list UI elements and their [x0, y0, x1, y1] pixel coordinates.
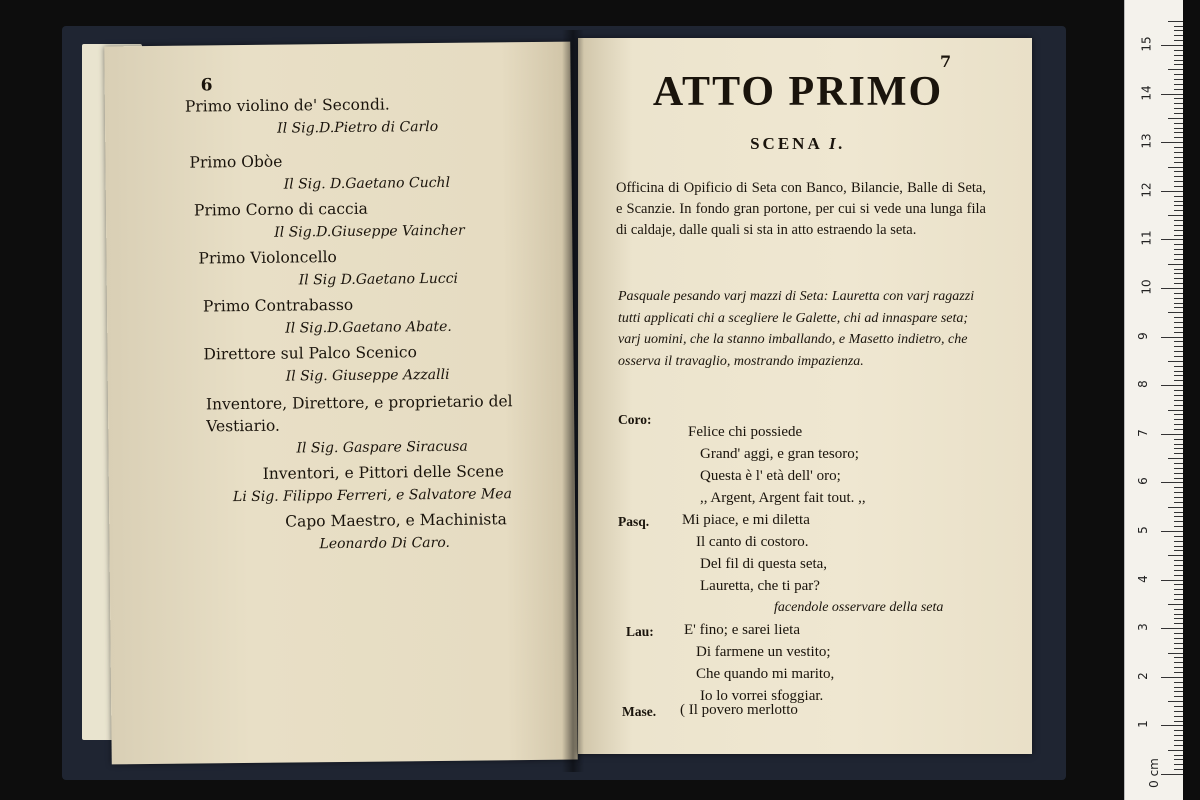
ruler-tick	[1168, 21, 1183, 22]
stage-aside: facendole osservare della seta	[774, 600, 944, 615]
ruler-tick	[1161, 434, 1183, 435]
ruler-tick	[1174, 560, 1183, 561]
ruler-tick	[1174, 186, 1183, 187]
ruler-tick	[1161, 288, 1183, 289]
ruler-tick	[1174, 50, 1183, 51]
ruler-tick	[1174, 570, 1183, 571]
ruler-tick	[1174, 735, 1183, 736]
ruler-tick	[1161, 482, 1183, 483]
ruler-tick	[1174, 405, 1183, 406]
ruler-tick	[1174, 682, 1183, 683]
ruler-tick	[1174, 687, 1183, 688]
ruler-tick	[1174, 303, 1183, 304]
ruler-tick	[1161, 677, 1183, 678]
speaker-label: Lau:	[626, 624, 654, 639]
verse-line: Di farmene un vestito;	[696, 644, 831, 660]
ruler-label: 8	[1135, 380, 1150, 389]
speaker-label: Mase.	[622, 704, 657, 719]
ruler-tick	[1174, 84, 1183, 85]
ruler-tick	[1161, 239, 1183, 240]
ruler-tick	[1174, 575, 1183, 576]
ruler-tick	[1174, 171, 1183, 172]
speaker-label: Pasq.	[618, 514, 650, 529]
ruler-tick	[1161, 725, 1183, 726]
ruler-tick	[1174, 633, 1183, 634]
ruler-tick	[1174, 298, 1183, 299]
verse-line: E' fino; e sarei lieta	[684, 622, 800, 638]
ruler-tick	[1174, 706, 1183, 707]
verse-line: Questa è l' età dell' oro;	[700, 468, 841, 484]
ruler-tick	[1174, 157, 1183, 158]
ruler-tick	[1161, 385, 1183, 386]
ruler-tick	[1174, 638, 1183, 639]
ruler-tick	[1168, 361, 1183, 362]
ruler-tick	[1161, 774, 1183, 775]
ruler-tick	[1174, 696, 1183, 697]
ruler-tick	[1174, 26, 1183, 27]
ruler-tick	[1174, 759, 1183, 760]
scene-title	[618, 134, 978, 154]
ruler-tick	[1168, 167, 1183, 168]
page-number-left: 6	[200, 75, 213, 96]
ruler-tick	[1174, 137, 1183, 138]
ruler-tick	[1174, 473, 1183, 474]
cast-name: Il Sig.D.Giuseppe Vaincher	[274, 222, 465, 241]
ruler-tick	[1161, 142, 1183, 143]
ruler-tick	[1174, 444, 1183, 445]
ruler-tick	[1174, 225, 1183, 226]
ruler-tick	[1174, 30, 1183, 31]
ruler-tick	[1174, 448, 1183, 449]
ruler-tick	[1174, 711, 1183, 712]
ruler-tick	[1174, 181, 1183, 182]
ruler-tick	[1174, 244, 1183, 245]
ruler-tick	[1174, 550, 1183, 551]
ruler-tick	[1174, 235, 1183, 236]
ruler-tick	[1174, 395, 1183, 396]
verse-line: ,, Argent, Argent fait tout. ,,	[700, 490, 866, 506]
ruler-tick	[1174, 716, 1183, 717]
ruler-tick	[1174, 657, 1183, 658]
ruler-tick	[1174, 463, 1183, 464]
ruler-tick	[1174, 103, 1183, 104]
ruler-tick	[1168, 410, 1183, 411]
ruler-tick	[1161, 94, 1183, 95]
ruler-tick	[1168, 555, 1183, 556]
ruler-tick	[1174, 730, 1183, 731]
ruler-tick	[1174, 526, 1183, 527]
stage-direction: Pasquale pesando varj mazzi di Seta: Lauretta con varj ragazzi tutti applicati chi a scegliere le Galette, chi ad innaspare seta; varj uomini, che la stanno imballando, e Masetto indietro, che osserva il travaglio, mostrando impazienza.	[618, 289, 975, 369]
ruler-tick	[1168, 653, 1183, 654]
ruler-tick	[1174, 429, 1183, 430]
ruler-tick	[1174, 541, 1183, 542]
ruler-tick	[1174, 322, 1183, 323]
ruler-tick	[1168, 312, 1183, 313]
ruler-tick	[1174, 478, 1183, 479]
ruler-label: 1	[1135, 720, 1150, 729]
cast-role: Capo Maestro, e Machinista	[285, 510, 507, 531]
ruler-tick	[1174, 414, 1183, 415]
ruler-tick	[1174, 74, 1183, 75]
ruler-label: 15	[1139, 36, 1154, 52]
ruler-label: 6	[1135, 477, 1150, 486]
page-number-right: 7	[940, 52, 952, 71]
ruler-tick	[1174, 375, 1183, 376]
ruler-tick	[1174, 594, 1183, 595]
ruler-label: 7	[1135, 428, 1150, 437]
ruler-tick	[1168, 264, 1183, 265]
ruler-tick	[1161, 580, 1183, 581]
ruler-tick	[1174, 293, 1183, 294]
ruler-tick	[1174, 740, 1183, 741]
ruler-tick	[1174, 745, 1183, 746]
ruler-tick	[1168, 604, 1183, 605]
ruler-tick	[1174, 662, 1183, 663]
ruler-tick	[1174, 210, 1183, 211]
ruler-tick	[1174, 259, 1183, 260]
ruler-label: 4	[1135, 574, 1150, 583]
ruler-label: 2	[1135, 671, 1150, 680]
scene-setting: Officina di Opificio di Seta con Banco, Bilancie, Balle di Seta, e Scanzie. In fondo gran portone, per cui si vede una lunga fila di caldaje, dalle quali si sta in atto estraendo la seta.	[616, 180, 986, 238]
cast-role: Inventori, e Pittori delle Scene	[262, 462, 504, 483]
cast-role: Inventore, Direttore, e proprietario del Vestiario.	[205, 392, 513, 436]
cast-role: Primo violino de' Secondi.	[184, 95, 390, 116]
verse-line: Lauretta, che ti par?	[700, 578, 820, 594]
ruler-tick	[1174, 123, 1183, 124]
ruler-tick	[1174, 108, 1183, 109]
ruler-label: 3	[1135, 623, 1150, 632]
ruler-tick	[1174, 35, 1183, 36]
ruler-tick	[1174, 278, 1183, 279]
ruler-tick	[1174, 512, 1183, 513]
ruler-tick	[1174, 371, 1183, 372]
cast-role: Direttore sul Palco Scenico	[203, 343, 417, 364]
ruler-tick	[1174, 769, 1183, 770]
ruler-tick	[1174, 691, 1183, 692]
ruler-label: 9	[1135, 331, 1150, 340]
ruler-tick	[1174, 424, 1183, 425]
ruler-tick	[1168, 69, 1183, 70]
ruler-tick	[1174, 400, 1183, 401]
ruler-tick	[1168, 507, 1183, 508]
ruler-tick	[1174, 55, 1183, 56]
ruler-tick	[1174, 667, 1183, 668]
ruler-tick	[1174, 162, 1183, 163]
ruler-tick	[1174, 380, 1183, 381]
ruler-label: 0 cm	[1146, 758, 1161, 788]
scene-number: I.	[829, 134, 846, 153]
ruler-tick	[1174, 643, 1183, 644]
ruler-tick	[1174, 230, 1183, 231]
speaker-label: Coro:	[618, 412, 652, 427]
ruler-label: 5	[1135, 526, 1150, 534]
ruler-tick	[1174, 98, 1183, 99]
ruler-tick	[1174, 599, 1183, 600]
ruler-tick	[1174, 317, 1183, 318]
ruler-tick	[1174, 201, 1183, 202]
right-page	[578, 38, 1032, 754]
ruler-tick	[1174, 487, 1183, 488]
ruler-tick	[1168, 750, 1183, 751]
verse-line: Felice chi possiede	[688, 424, 803, 440]
ruler-tick	[1174, 609, 1183, 610]
left-page	[104, 42, 577, 765]
ruler-tick	[1174, 453, 1183, 454]
ruler-tick	[1168, 215, 1183, 216]
cast-name: Il Sig D.Gaetano Lucci	[298, 270, 459, 289]
book-spine	[562, 30, 584, 772]
ruler-tick	[1174, 176, 1183, 177]
cast-name: Il Sig. D.Gaetano Cuchl	[283, 174, 451, 193]
ruler-tick	[1168, 458, 1183, 459]
ruler-tick	[1174, 60, 1183, 61]
ruler-tick	[1174, 672, 1183, 673]
ruler-tick	[1174, 584, 1183, 585]
verse-line: Del fil di questa seta,	[700, 556, 828, 572]
ruler-tick	[1174, 721, 1183, 722]
ruler-tick	[1174, 40, 1183, 41]
ruler-tick	[1174, 152, 1183, 153]
ruler-tick	[1174, 351, 1183, 352]
ruler-tick	[1161, 531, 1183, 532]
ruler-label: 14	[1139, 84, 1154, 101]
ruler-tick	[1174, 132, 1183, 133]
ruler-tick	[1174, 273, 1183, 274]
verse-line: Io lo vorrei sfoggiar.	[700, 688, 824, 704]
verse-line: Che quando mi marito,	[696, 666, 835, 682]
ruler-tick	[1174, 565, 1183, 566]
ruler-tick	[1174, 439, 1183, 440]
ruler-tick	[1174, 589, 1183, 590]
ruler-tick	[1174, 390, 1183, 391]
ruler-tick	[1174, 269, 1183, 270]
ruler-tick	[1174, 546, 1183, 547]
cast-name: Il Sig. Giuseppe Azzalli	[285, 366, 450, 385]
ruler-tick	[1174, 147, 1183, 148]
verse-line: Grand' aggi, e gran tesoro;	[700, 446, 859, 462]
ruler-tick	[1174, 113, 1183, 114]
ruler-tick	[1174, 205, 1183, 206]
ruler-tick	[1174, 128, 1183, 129]
ruler-tick	[1174, 623, 1183, 624]
ruler-tick	[1174, 468, 1183, 469]
cast-role: Primo Obòe	[189, 152, 283, 172]
ruler-tick	[1161, 45, 1183, 46]
ruler-label: 13	[1139, 133, 1154, 149]
cast-name: Il Sig.D.Pietro di Carlo	[277, 118, 439, 137]
cast-role: Primo Contrabasso	[202, 295, 354, 316]
verse-line: ( Il povero merlotto	[680, 702, 798, 718]
ruler-tick	[1174, 332, 1183, 333]
measuring-ruler	[1124, 0, 1183, 800]
ruler-tick	[1174, 648, 1183, 649]
ruler-label: 12	[1139, 182, 1154, 198]
ruler-tick	[1174, 307, 1183, 308]
ruler-tick	[1174, 79, 1183, 80]
ruler-tick	[1161, 628, 1183, 629]
cast-name: Leonardo Di Caro.	[319, 534, 451, 553]
cast-role: Primo Violoncello	[198, 248, 337, 268]
ruler-tick	[1174, 419, 1183, 420]
ruler-tick	[1174, 764, 1183, 765]
ruler-tick	[1168, 118, 1183, 119]
ruler-tick	[1161, 337, 1183, 338]
ruler-tick	[1174, 89, 1183, 90]
ruler-tick	[1174, 618, 1183, 619]
cast-name: Il Sig. Gaspare Siracusa	[296, 438, 468, 457]
ruler-tick	[1174, 366, 1183, 367]
ruler-tick	[1174, 492, 1183, 493]
ruler-tick	[1174, 327, 1183, 328]
verse-line: Il canto di costoro.	[696, 534, 809, 550]
ruler-tick	[1174, 254, 1183, 255]
cast-name: Il Sig.D.Gaetano Abate.	[285, 318, 452, 337]
ruler-tick	[1174, 341, 1183, 342]
cast-name: Li Sig. Filippo Ferreri, e Salvatore Mea	[232, 486, 512, 506]
ruler-tick	[1174, 249, 1183, 250]
ruler-tick	[1174, 64, 1183, 65]
ruler-label: 11	[1139, 230, 1154, 247]
ruler-tick	[1174, 502, 1183, 503]
ruler-tick	[1168, 701, 1183, 702]
ruler-tick	[1174, 516, 1183, 517]
verse-line: Mi piace, e mi diletta	[682, 512, 810, 528]
ruler-tick	[1174, 283, 1183, 284]
ruler-tick	[1174, 196, 1183, 197]
ruler-tick	[1174, 346, 1183, 347]
cast-role: Primo Corno di caccia	[193, 199, 368, 220]
ruler-tick	[1174, 755, 1183, 756]
scene-label: SCENA	[750, 134, 822, 153]
ruler-tick	[1174, 536, 1183, 537]
ruler-tick	[1161, 191, 1183, 192]
ruler-tick	[1174, 521, 1183, 522]
ruler-tick	[1174, 220, 1183, 221]
ruler-tick	[1174, 356, 1183, 357]
ruler-tick	[1174, 614, 1183, 615]
ruler-label: 10	[1139, 279, 1154, 295]
act-title: ATTO PRIMO	[652, 69, 944, 115]
ruler-tick	[1174, 497, 1183, 498]
